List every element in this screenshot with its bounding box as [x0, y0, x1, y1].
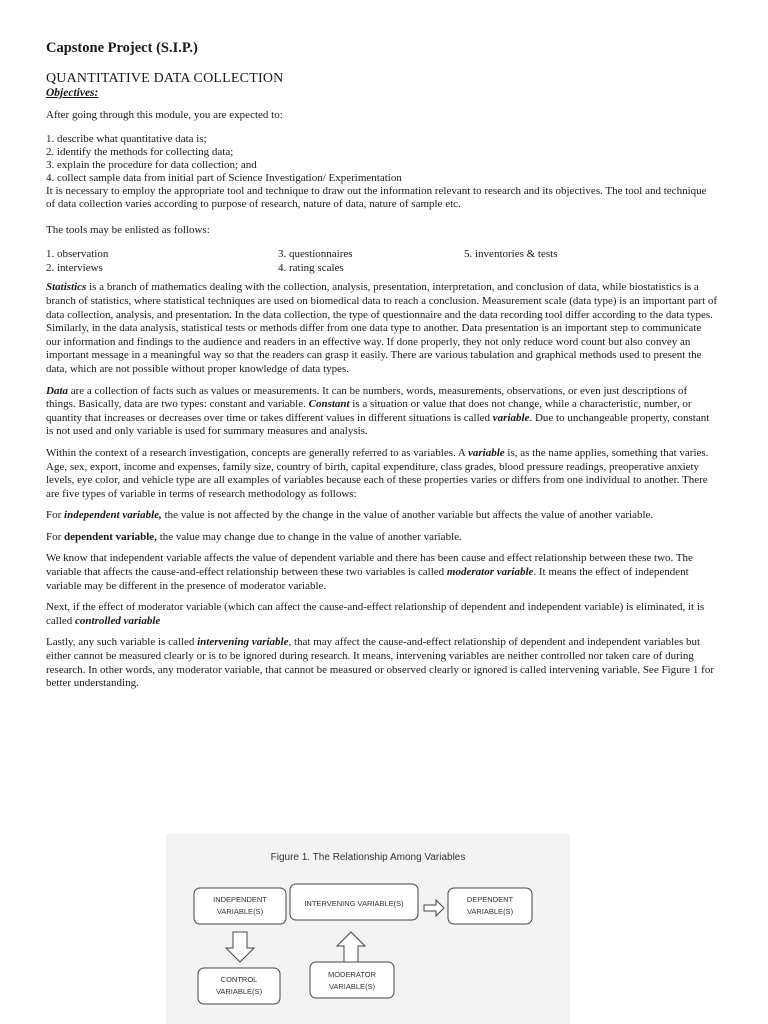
tools-intro-paragraph: It is necessary to employ the appropriate tool and technique to draw out the information relevant to research and its objectives. The tool and technique of data collection varies according to purpose of research, nature of data, nature of sample etc. [46, 184, 707, 211]
moderator-text: . It means the effect of independent variable may be different in the presence of moderator variable. [46, 566, 689, 592]
intervening-box-label: INTERVENING VARIABLE(S) [304, 899, 404, 908]
statistics-text: is a branch of mathematics dealing with the collection, analysis, presentation, interpretation, and conclusion of data, while biostatistics is a branch of statistics, where statistical techniques are used on biomedical data to reach a conclusion. Measurement scale (data type) is an important part of data collection, analysis, and presentation. In the data collection, the type of questionnaire and the data recording tool differ according to the data types. Similarly, in the data analysis, statistical tests or methods differ from one data type to another. Data presentation is an important step to communicate our information and findings to the audience and readers in an effective way. If done properly, they not only reduce word count but also convey an important message in a meaningful way so that the readers can grasp it easily. There are various tabulation and graphical methods used to present the data, which are not possible without proper knowledge of data types. [46, 281, 718, 375]
tool-item: 3. questionnaires [278, 248, 353, 261]
tool-item: 2. interviews [46, 262, 103, 275]
moderator-term: moderator variable [446, 566, 534, 579]
moderator-text: We know that independent variable affects the value of dependent variable and there has been cause and effect relationship between these two. The variable that affects the cause-and-effect relationship between these two variables is called [46, 552, 693, 579]
objective-item: 4. collect sample data from initial part of Science Investigation/ Experimentation [46, 171, 402, 184]
tool-item [464, 261, 718, 275]
variable-paragraph [46, 447, 718, 501]
dependent-variable-box [448, 888, 532, 924]
independent-box-label: INDEPENDENT [213, 895, 267, 904]
moderator-box-label: VARIABLE(S) [328, 982, 376, 991]
controlled-paragraph [46, 601, 718, 628]
independent-box-label: VARIABLE(S) [216, 907, 264, 916]
tools-label: The tools may be enlisted as follows: [46, 223, 210, 236]
dependent-text: For [46, 530, 65, 543]
tools-grid [46, 247, 718, 275]
moderator-box-label: MODERATOR [327, 970, 377, 979]
objective-item: 2. identify the methods for collecting data; [46, 145, 234, 158]
dependent-text: the value may change due to change in the value of another variable. [156, 530, 462, 543]
intervening-text: , that may affect the cause-and-effect relationship of dependent and independent variables but either cannot be measured clearly or is to be ignored during research. It means, intervening variables are neither controlled nor taken care of during research. In other words, any moderator variable, that cannot be measured or observed clearly or ignored is called intervening variable. See Figure 1 for better understanding. [46, 636, 714, 690]
controlled-term: controlled variable [75, 614, 161, 627]
section-heading: QUANTITATIVE DATA COLLECTION [46, 71, 284, 86]
figure-caption: Figure 1. The Relationship Among Variables [270, 852, 466, 863]
data-text: are a collection of facts such as values or measurements. It can be numbers, words, measurements, observations, or even just descriptions of things. Basically, data are two types: constant and variable. [46, 384, 688, 411]
data-term: Data [46, 384, 68, 397]
intervening-term: intervening variable [197, 636, 289, 649]
figure-variables-relationship [166, 834, 570, 1024]
objective-item: 3. explain the procedure for data collection; and [46, 158, 257, 171]
data-paragraph [46, 385, 718, 439]
tool-item: 4. rating scales [278, 262, 344, 275]
statistics-term: Statistics [46, 281, 87, 294]
tool-item: 5. inventories & tests [464, 248, 558, 261]
control-box-label: VARIABLE(S) [215, 987, 263, 996]
dependent-term: dependent variable, [64, 530, 157, 543]
figure-diagram [166, 834, 570, 1024]
up-arrow-icon [337, 932, 365, 962]
constant-term: Constant [308, 398, 350, 411]
intervening-paragraph [46, 636, 718, 690]
independent-paragraph [46, 509, 718, 523]
data-text: . Due to unchangeable property, constant is not used and only variable is used for summary measures and analysis. [46, 411, 710, 438]
objectives-heading: Objectives: [46, 87, 99, 99]
variable-text: is, as the name applies, something that varies. Age, sex, export, income and expenses, family size, country of birth, capital expenditure, class grades, blood pressure readings, preoperative anxiety levels, eye color, and vehicle type are all examples of variables because each of these properties varies or differs from one individual to another. There are five types of variable in terms of research methodology as follows: [46, 446, 709, 500]
independent-text: For [46, 509, 65, 522]
document-page [46, 40, 718, 699]
moderator-paragraph [46, 552, 718, 593]
control-box-label: CONTROL [220, 975, 258, 984]
right-arrow-icon [424, 900, 444, 916]
data-text: is a situation or value that does not change, while a characteristic, number, or quantity that increases or decreases over time or takes different values in different situations is called [46, 398, 692, 424]
controlled-text: Next, if the effect of moderator variable (which can affect the cause-and-effect relationship of dependent and independent variable) is eliminated, it is called [46, 601, 705, 627]
independent-text: the value is not affected by the change in the value of another variable but affects the value of another variable. [161, 509, 654, 522]
dependent-box-label: VARIABLE(S) [466, 907, 514, 916]
independent-variable-box [194, 888, 286, 924]
intro-text: After going through this module, you are expected to: [46, 109, 283, 121]
control-variable-box [198, 968, 280, 1004]
statistics-paragraph [46, 281, 718, 376]
down-arrow-icon [226, 932, 254, 962]
variable-text: Within the context of a research investigation, concepts are generally referred to as variables. A [46, 446, 468, 459]
dependent-paragraph [46, 531, 718, 545]
objective-item: 1. describe what quantitative data is; [46, 132, 207, 145]
objectives-list [46, 133, 718, 185]
independent-term: independent variable, [64, 509, 162, 522]
intervening-text: Lastly, any such variable is called [46, 636, 198, 649]
tool-item: 1. observation [46, 248, 109, 261]
variable-term: variable [467, 446, 505, 459]
moderator-variable-box [310, 962, 394, 998]
dependent-box-label: DEPENDENT [466, 895, 514, 904]
variable-term: variable [492, 411, 530, 424]
document-title: Capstone Project (S.I.P.) [46, 40, 198, 56]
